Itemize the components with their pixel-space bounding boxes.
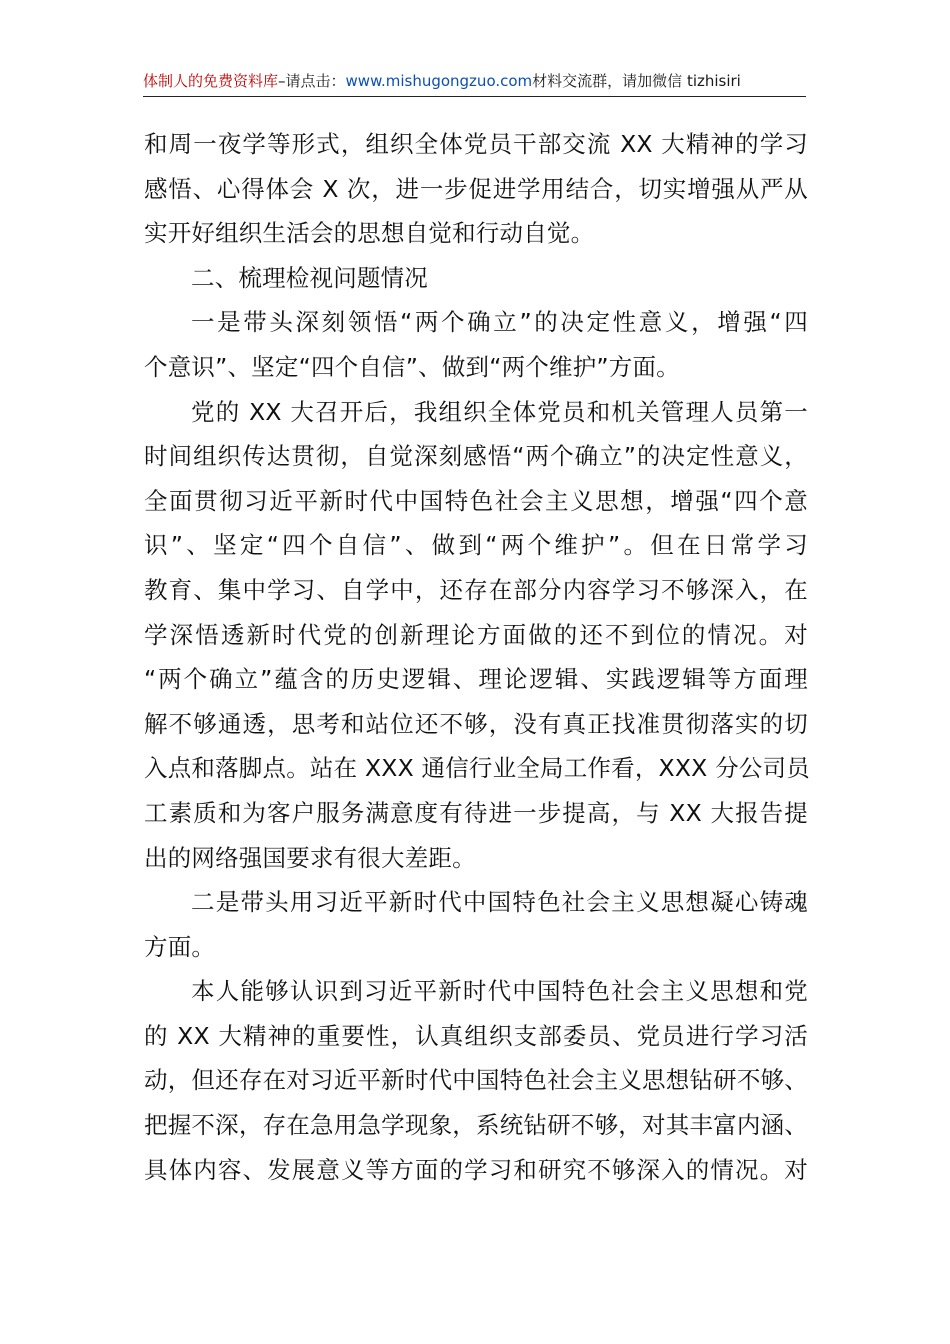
- text-line: 的 XX 大精神的重要性，认真组织支部委员、党员进行学习活: [144, 1021, 808, 1050]
- document-body: [144, 122, 808, 1192]
- text-line: 个意识”、坚定“四个自信”、做到“两个维护”方面。: [144, 352, 680, 381]
- text-line: 入点和落脚点。站在 XXX 通信行业全局工作看，XXX 分公司员: [144, 754, 810, 783]
- text-line: 时间组织传达贯彻，自觉深刻感悟“两个确立”的决定性意义，: [144, 442, 808, 471]
- text-line: 和周一夜学等形式，组织全体党员干部交流 XX 大精神的学习: [144, 130, 808, 158]
- text-line: 党的 XX 大召开后，我组织全体党员和机关管理人员第一: [191, 397, 808, 426]
- page-header: [143, 68, 806, 97]
- text-line: 实开好组织生活会的思想自觉和行动自觉。: [144, 219, 595, 248]
- text-line: 一是带头深刻领悟“两个确立”的决定性意义，增强“四: [191, 308, 808, 337]
- header-lead-text: –请点击：: [278, 72, 346, 90]
- text-line: 二是带头用习近平新时代中国特色社会主义思想凝心铸魂: [191, 888, 808, 917]
- text-line: 识”、坚定“四个自信”、做到“两个维护”。但在日常学习: [144, 531, 808, 560]
- text-line: 全面贯彻习近平新时代中国特色社会主义思想，增强“四个意: [144, 486, 808, 515]
- text-line: 动，但还存在对习近平新时代中国特色社会主义思想钻研不够、: [144, 1066, 808, 1095]
- text-line: 本人能够认识到习近平新时代中国特色社会主义思想和党: [191, 977, 808, 1006]
- text-line: 教育、集中学习、自学中，还存在部分内容学习不够深入，在: [144, 575, 808, 604]
- section-heading: 二、梳理检视问题情况: [191, 263, 428, 292]
- text-line: 感悟、心得体会 X 次，进一步促进学用结合，切实增强从严从: [144, 174, 808, 203]
- text-line: “两个确立”蕴含的历史逻辑、理论逻辑、实践逻辑等方面理: [144, 665, 808, 694]
- text-line: 把握不深，存在急用急学现象，系统钻研不够，对其丰富内涵、: [144, 1111, 808, 1140]
- header-url-link[interactable]: www.mishugongzuo.com: [345, 72, 533, 90]
- text-line: 工素质和为客户服务满意度有待进一步提高，与 XX 大报告提: [144, 798, 808, 827]
- text-line: 解不够通透，思考和站位还不够，没有真正找准贯彻落实的切: [144, 709, 808, 738]
- text-line: 学深悟透新时代党的创新理论方面做的还不到位的情况。对: [144, 620, 808, 649]
- text-line: 具体内容、发展意义等方面的学习和研究不够深入的情况。对: [144, 1155, 808, 1184]
- header-tail-text: 材料交流群，请加微信 tizhisiri: [532, 72, 741, 90]
- text-line: 方面。: [144, 932, 216, 961]
- text-line: 出的网络强国要求有很大差距。: [144, 843, 476, 872]
- header-library-name: 体制人的免费资料库: [143, 72, 279, 90]
